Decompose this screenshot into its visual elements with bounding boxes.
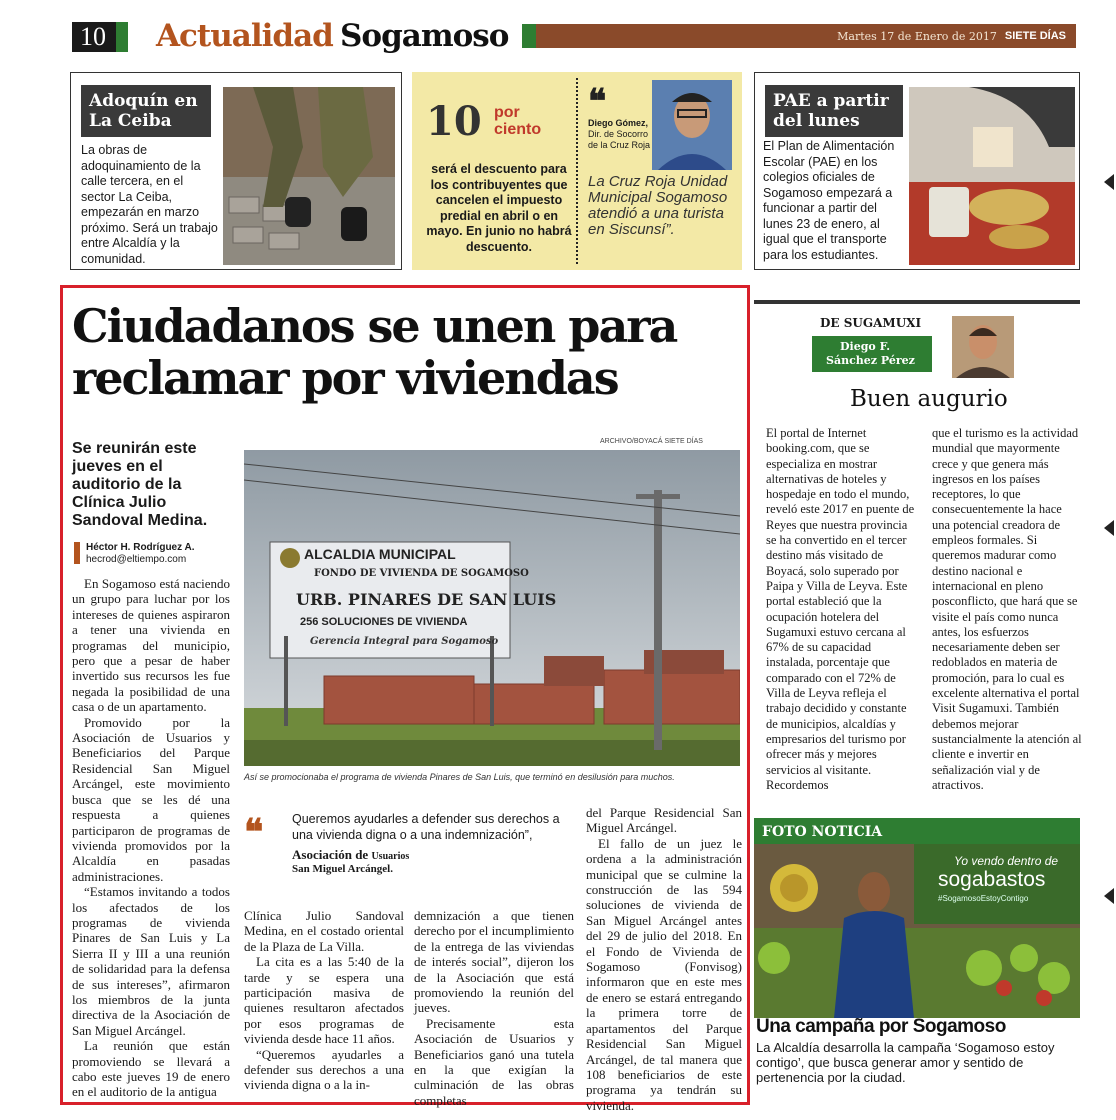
paragraph: Promovido por la Asociación de Usuarios y Beneficiarios del Parque Residencial San Miguel Arcángel, este movimiento busca que se les dé una respuesta a quienes participaron de programas de vivienda promovidos por la Alcaldía en pasadas administraciones. [72, 714, 230, 884]
teaser-figure-unit: por ciento [494, 104, 542, 138]
opinion-column [754, 300, 1080, 810]
quote-author-role: Dir. de Socorro de la Cruz Roja [588, 129, 651, 150]
article-column-2 [244, 908, 404, 1093]
foto-sign-main: sogabastos [938, 868, 1046, 891]
teaser-pae [754, 72, 1080, 270]
foto-noticia-label: FOTO NOTICIA [762, 824, 883, 840]
quote-mark-icon: ❝ [244, 811, 264, 853]
teaser-figure: 10 [426, 98, 482, 145]
foto-text: La Alcaldía desarrolla la campaña ‘Sogamoso estoy contigo’, que busca generar amor y sentido de pertenencia por la ciudad. [756, 1040, 1055, 1085]
column-author-1: Diego F. [840, 340, 891, 353]
column-text-right: que el turismo es la actividad mundial que mayormente crece y que genera más ingresos en los países receptores, lo que consecuentemente la hace una potencial creadora de empleos formales. Si queremos madurar como destino nacional e internacional en pleno posconflicto, que hará que se visite el país como nunca antes, los esfuerzos necesariamente deben ser redoblados en materia de promoción, para lo cual es excelente alternativa el portal Visit Sugamuxi. También debemos mejorar sustancialmente la atención al cliente e invertir en señalización vial y de atractivos. [932, 426, 1082, 792]
page-edge-marker [1104, 888, 1114, 904]
header-bar [522, 24, 1076, 48]
sign-line-5: Gerencia Integral para Sogamoso [310, 636, 499, 647]
sign-line-3: URB. PINARES DE SAN LUIS [296, 590, 557, 609]
teaser-text: será el descuento para los contribuyentes que cancelen el impuesto predial en abril o en mayo. En junio no habrá descuento. [426, 162, 572, 254]
article-column-1 [72, 576, 230, 1100]
teaser-descuento [412, 72, 742, 270]
paragraph: “Estamos invitando a todos los afectados de los programas de vivienda Pinares de San Luis y La Sierra II y III a una reunión de solidaridad para la defensa de sus intereses”, afirmaron los miembros de la junta directiva de la Asociación de San Miguel Arcángel. [72, 884, 230, 1038]
pullquote-source-1b: Usuarios [371, 851, 410, 862]
column-author-plate [812, 336, 932, 372]
foto-title: Una campaña por Sogamoso [756, 1016, 1006, 1037]
paragraph: “Queremos ayudarles a defender sus derechos a una vivienda digna o a la in- [244, 1046, 404, 1093]
section-subtitle: Sogamoso [340, 18, 509, 54]
quote-author [588, 118, 658, 151]
main-deck: Se reunirán este jueves en el auditorio de la Clínica Julio Sandoval Medina. [72, 440, 208, 529]
pullquote-source-1: Asociación de [292, 847, 369, 862]
author-marker [74, 542, 80, 564]
paragraph: Precisamente esta Asociación de Usuarios y Beneficiarios ganó una tutela en la que exigían la culminación de las obras completas [414, 1015, 574, 1108]
page-number-accent [116, 22, 128, 52]
paragraph: demnización a que tienen derecho por el incumplimiento de la entrega de las viviendas de interés social”, dijeron los de la Asociación que está promoviendo la reunión del jueves. [414, 908, 574, 1016]
issue-date: Martes 17 de Enero de 2017 [837, 29, 997, 43]
author-email: hecrod@eltiempo.com [86, 554, 187, 565]
paragraph: En Sogamoso está naciendo un grupo para luchar por los intereses de quienes aspiraron a tener una vivienda en programas del municipio, pero que a pesar de haber invertido sus recursos les fue negada la posibilidad de una casa o de un apartamento. [72, 576, 230, 715]
photo-credit: ARCHIVO/BOYACÁ SIETE DÍAS [600, 438, 703, 445]
pullquote-text: Queremos ayudarles a defender sus derechos a una vivienda digna o a una indemnización”, [292, 812, 560, 842]
author-name: Héctor H. Rodríguez A. [86, 542, 195, 553]
column-title: Buen augurio [850, 386, 1008, 412]
article-column-4 [586, 805, 742, 1113]
teaser-photo-lunch [909, 87, 1075, 265]
article-photo [244, 450, 740, 766]
quote-text: La Cruz Roja Unidad Municipal Sogamoso atendió a una turista en Siscunsí”. [588, 173, 728, 238]
foto-sign-top: Yo vendo dentro de [954, 854, 1059, 868]
header-bar-accent [522, 24, 536, 48]
quote-mark-icon: ❝ [588, 82, 607, 122]
column-kicker: DE SUGAMUXI [820, 316, 922, 330]
paragraph: Clínica Julio Sandoval Medina, en el costado oriental de la Plaza de La Villa. [244, 908, 404, 954]
sign-line-4: 256 SOLUCIONES DE VIVIENDA [300, 616, 468, 628]
teaser-adoquin [70, 72, 402, 270]
foto-sign-tag: #SogamosoEstoyContigo [938, 894, 1029, 903]
section-title: Actualidad [156, 18, 333, 54]
sign-line-2: FONDO DE VIVIENDA DE SOGAMOSO [314, 568, 529, 579]
brand-name: SIETE DÍAS [1004, 30, 1066, 42]
paragraph: La cita es a las 5:40 de la tarde y se espera una participación masiva de quienes resultaron afectados por esos programas de vivienda desde hace 11 años. [244, 954, 404, 1047]
teaser-text: El Plan de Alimentación Escolar (PAE) en los colegios oficiales de Sogamoso empezará a funcionar a partir del lunes 23 de enero, al igual que el transporte para los estudiantes. [763, 139, 895, 262]
pullquote-source [292, 847, 409, 863]
photo-caption: Así se promocionaba el programa de vivienda Pinares de San Luis, que terminó en desilusión para muchos. [244, 772, 675, 782]
paragraph: El fallo de un juez le ordena a la administración municipal que se culmine la construcción de las 594 soluciones de vivienda de San Miguel Arcángel antes del 29 de julio del 2018. En el Fondo de Vivienda de Sogamoso (Fonvisog) informaron que en este mes de enero se estará entregando la primera torre de apartamentos del Parque Residencial San Miguel Arcángel, de tal manera que 108 beneficiarios de este programa ya tendrán su vivienda. [586, 835, 742, 1113]
teaser-photo-workers [223, 87, 395, 265]
teaser-title: Adoquín en La Ceiba [81, 85, 211, 137]
teaser-divider [576, 78, 578, 264]
page-edge-marker [1104, 174, 1114, 190]
quote-author-photo [652, 80, 732, 170]
paragraph: La reunión que están promoviendo se llevará a cabo este jueves 19 de enero en el auditorio de la antigua [72, 1038, 230, 1100]
column-text-left: El portal de Internet booking.com, que se especializa en mostrar alternativas de hoteles y hospedaje en todo el mundo, reveló este 2017 en puente de Reyes que nuestra provincia se ha convertido en el tercer destino más visitado de Boyacá, solo superado por Paipa y Villa de Leyva. Este portal estableció que la ocupación hotelera del Sugamuxi estuvo cercana al 67% de su capacidad instalada, porcentaje que comparado con el 72% de Villa de Leyva refleja el trabajo decidido y constante de municipios, alcaldías y empresarios del turismo por ofrecer más y mejores servicios al visitante. Recordemos [766, 426, 915, 792]
teaser-title: PAE a partir del lunes [765, 85, 903, 137]
foto-noticia [754, 818, 1080, 1018]
pullquote-source-2: San Miguel Arcángel. [292, 863, 393, 875]
pullquote [244, 805, 578, 905]
main-headline: Ciudadanos se unen para reclamar por viviendas [72, 299, 677, 405]
paragraph: del Parque Residencial San Miguel Arcángel. [586, 805, 742, 836]
page-number: 10 [72, 22, 128, 52]
column-author-2: Sánchez Pérez [826, 354, 915, 367]
teaser-text: La obras de adoquinamiento de la calle tercera, en el sector La Ceiba, empezarán en marzo próximo. Será un trabajo entre Alcaldía y la comunidad. [81, 143, 218, 266]
column-author-photo [952, 316, 1014, 378]
quote-author-name: Diego Gómez, [588, 118, 649, 128]
page-edge-marker [1104, 520, 1114, 536]
sign-line-1: ALCALDIA MUNICIPAL [304, 546, 456, 562]
article-column-3 [414, 908, 574, 1108]
